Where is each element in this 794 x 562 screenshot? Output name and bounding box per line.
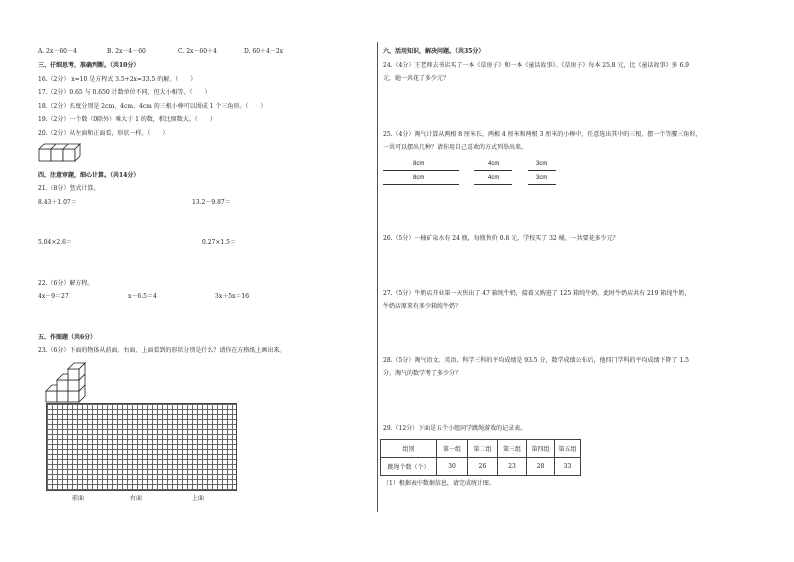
stick-3cm-b (528, 184, 556, 185)
question-21: 21.（8分）竖式计算。 (38, 185, 100, 192)
choice-d: D. 60＋4－2x (244, 48, 284, 55)
table-cell: 23 (498, 458, 527, 476)
question-18: 18.（2分）长度分别是 2cm、4cm、4cm 的三根小棒可以围成 1 个三角形。（ ） (38, 103, 267, 110)
stick-3cm-a (528, 170, 556, 171)
question-29-sub1: （1）根据表中数据信息，请完成统计图。 (383, 480, 495, 487)
question-27-line2: 牛奶店原来有多少箱纯牛奶？ (383, 303, 462, 310)
table-header-cell: 第五组 (555, 440, 581, 458)
cubes-row-figure (38, 143, 84, 163)
table-header-cell: 第四组 (527, 440, 555, 458)
table-header-row (381, 440, 581, 458)
question-20: 20.（2分）从左面和正面看，形状一样。（ ） (38, 130, 169, 137)
question-25-line1: 25.（4分）淘气计算从两根 8 厘米长、两根 4 厘米和两根 3 厘米的小棒中，任意选出其中的三根，摆一个等腰三角形， (383, 131, 702, 138)
stacked-cubes-figure (44, 360, 96, 404)
question-28-line2: 分。淘气的数学考了多少分？ (383, 370, 462, 377)
stick-8cm-b (383, 184, 459, 185)
calc-2: 13.2－9.87＝ (192, 199, 231, 206)
section-4-title: 四、注意审题，细心计算。（共14分） (38, 172, 140, 179)
view-label-top: 上面 (192, 495, 205, 502)
stick-label-4cm-b: 4cm (488, 175, 500, 181)
view-label-front: 前面 (72, 495, 85, 502)
table-cell: 33 (555, 458, 581, 476)
question-26: 26.（5分）一桶矿泉水有 24 瓶，每瓶售价 0.8 元，学校买了 32 桶，一共要花多少元？ (383, 235, 619, 242)
table-cell: 30 (437, 458, 468, 476)
equation-1: 4x－9＝27 (38, 293, 69, 300)
stick-4cm-a (474, 170, 512, 171)
table-row-label: 跳绳个数（个） (381, 458, 437, 476)
choice-a: A. 2x－60－4 (38, 48, 77, 55)
table-header-cell: 组别 (381, 440, 437, 458)
stick-label-3cm-b: 3cm (536, 175, 548, 181)
question-19: 19.（2分）一个数（0除外）乘大于 1 的数，积比原数大。（ ） (38, 116, 216, 123)
choice-c: C. 2x－60＋4 (178, 48, 217, 55)
question-17: 17.（2分）0.65 与 0.650 计数单位不同，但大小相等。（ ） (38, 89, 211, 96)
jump-rope-table (380, 439, 581, 476)
section-3-title: 三、仔细思考，准确判断。（共10分） (38, 62, 140, 69)
table-cell: 26 (468, 458, 498, 476)
section-6-title: 六、活用知识，解决问题。（共35分） (383, 48, 485, 55)
stick-label-8cm-a: 8cm (413, 161, 425, 167)
section-5-title: 五、作图题（共6分） (38, 334, 97, 341)
calc-3: 5.04×2.6＝ (38, 239, 72, 246)
calc-1: 8.43＋1.07＝ (38, 199, 77, 206)
table-cell: 28 (527, 458, 555, 476)
table-header-cell: 第三组 (498, 440, 527, 458)
stick-label-3cm-a: 3cm (536, 161, 548, 167)
column-divider (377, 42, 378, 512)
question-27-line1: 27.（5分）牛奶店开业第一天售出了 47 箱纯牛奶，接着又购进了 125 箱纯牛奶，此时牛奶店共有 219 箱纯牛奶， (383, 290, 691, 297)
calc-4: 0.27×1.5＝ (202, 239, 236, 246)
question-25-line2: 一共可以摆出几种？请你用自己喜欢的方式列举出来。 (383, 144, 528, 151)
stick-label-4cm-a: 4cm (488, 161, 500, 167)
question-24-line1: 24.（4分）王老师去书店买了一本《草房子》和一本《童话故事》。《草房子》每本 25.8 元，比《童话故事》多 6.9 (383, 62, 689, 69)
question-29: 29.（12分）下面是五个小组同学跳绳游戏的记录表。 (383, 425, 527, 432)
question-22: 22.（6分）解方程。 (38, 280, 94, 287)
table-row (381, 458, 581, 476)
choice-b: B. 2x－4－60 (107, 48, 146, 55)
table-header-cell: 第一组 (437, 440, 468, 458)
stick-8cm-a (383, 170, 459, 171)
equation-3: 3x＋5x＝16 (215, 293, 250, 300)
table-header-cell: 第二组 (468, 440, 498, 458)
question-23: 23.（6分）下面的物体从前面、右面、上面看到的形状分别是什么？请你在方格纸上画出来。 (38, 347, 286, 354)
view-label-right: 右面 (130, 495, 143, 502)
drawing-grid[interactable] (46, 403, 237, 491)
stick-4cm-b (474, 184, 512, 185)
question-28-line1: 28.（5分）淘气语文、英语、科学三科的平均成绩是 93.5 分，数学成绩公布后，他四门学科的平均成绩下降了 1.5 (383, 357, 689, 364)
stick-label-8cm-b: 8cm (413, 175, 425, 181)
question-24-line2: 元，她一共花了多少元？ (383, 75, 450, 82)
question-16: 16.（2分） x=10 是方程式 3.5+2x=33.5 的解。（ ） (38, 76, 197, 83)
equation-2: x－6.5＝4 (128, 293, 157, 300)
